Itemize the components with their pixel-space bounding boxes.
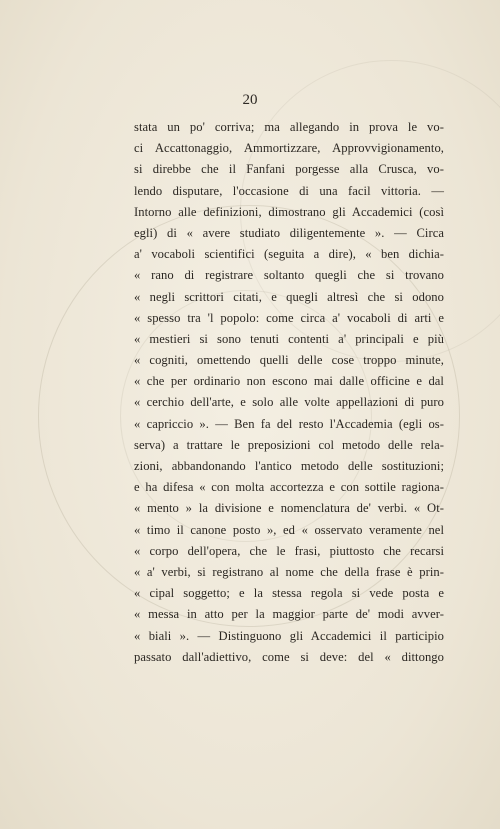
text-line: « biali ». — Distinguono gli Accademici il participio xyxy=(134,628,444,643)
text-line: « mestieri si sono tenuti contenti a' principali e più xyxy=(134,331,444,346)
text-line: Intorno alle definizioni, dimostrano gli Accademici (così xyxy=(134,204,444,219)
text-line: « mento » la divisione e nomenclatura de' verbi. « Ot- xyxy=(134,501,444,516)
text-line: e ha difesa « con molta accortezza e con sottile ragiona- xyxy=(134,480,444,495)
text-line: « timo il canone posto », ed « osservato veramente nel xyxy=(134,522,444,537)
text-line: « che per ordinario non escono mai dalle officine e dal xyxy=(134,374,444,389)
text-line: stata un po' corriva; ma allegando in prova le vo- xyxy=(134,120,444,134)
text-line: zioni, abbandonando l'antico metodo delle sostituzioni; xyxy=(134,459,444,473)
text-line: « cipal soggetto; e la stessa regola si vede posta e xyxy=(134,586,444,601)
text-line: lendo disputare, l'occasione di una facil vittoria. — xyxy=(134,183,444,198)
text-line: « a' verbi, si registrano al nome che della frase è prin- xyxy=(134,564,444,579)
text-line: « rano di registrare soltanto quegli che si trovano xyxy=(134,268,444,283)
text-line: si direbbe che il Fanfani porgesse alla Crusca, vo- xyxy=(134,162,444,177)
text-line: « corpo dell'opera, che le frasi, piuttosto che recarsi xyxy=(134,543,444,558)
text-line: « capriccio ». — Ben fa del resto l'Accademia (egli os- xyxy=(134,416,444,431)
text-line: « spesso tra 'l popolo: come circa a' vocaboli di arti e xyxy=(134,310,444,325)
text-line: « cogniti, omettendo quelli delle cose troppo minute, xyxy=(134,353,444,368)
text-line: serva) a trattare le preposizioni col metodo delle rela- xyxy=(134,437,444,452)
text-line: passato dall'adiettivo, come si deve: del « dittongo xyxy=(134,649,444,664)
page-number: 20 xyxy=(242,92,258,108)
text-line: ci Accattonaggio, Ammortizzare, Approvvigionamento, xyxy=(134,141,444,156)
text-line: egli) di « avere studiato diligentemente ». — Circa xyxy=(134,225,444,240)
text-line: « messa in atto per la maggior parte de' modi avver- xyxy=(134,607,444,622)
text-line: a' vocaboli scientifici (seguita a dire), « ben dichia- xyxy=(134,247,444,262)
text-line: « negli scrittori citati, e quegli altresì che si odono xyxy=(134,289,444,304)
body-text xyxy=(134,117,444,668)
text-line: « cerchio dell'arte, e solo alle volte appellazioni di puro xyxy=(134,395,444,410)
